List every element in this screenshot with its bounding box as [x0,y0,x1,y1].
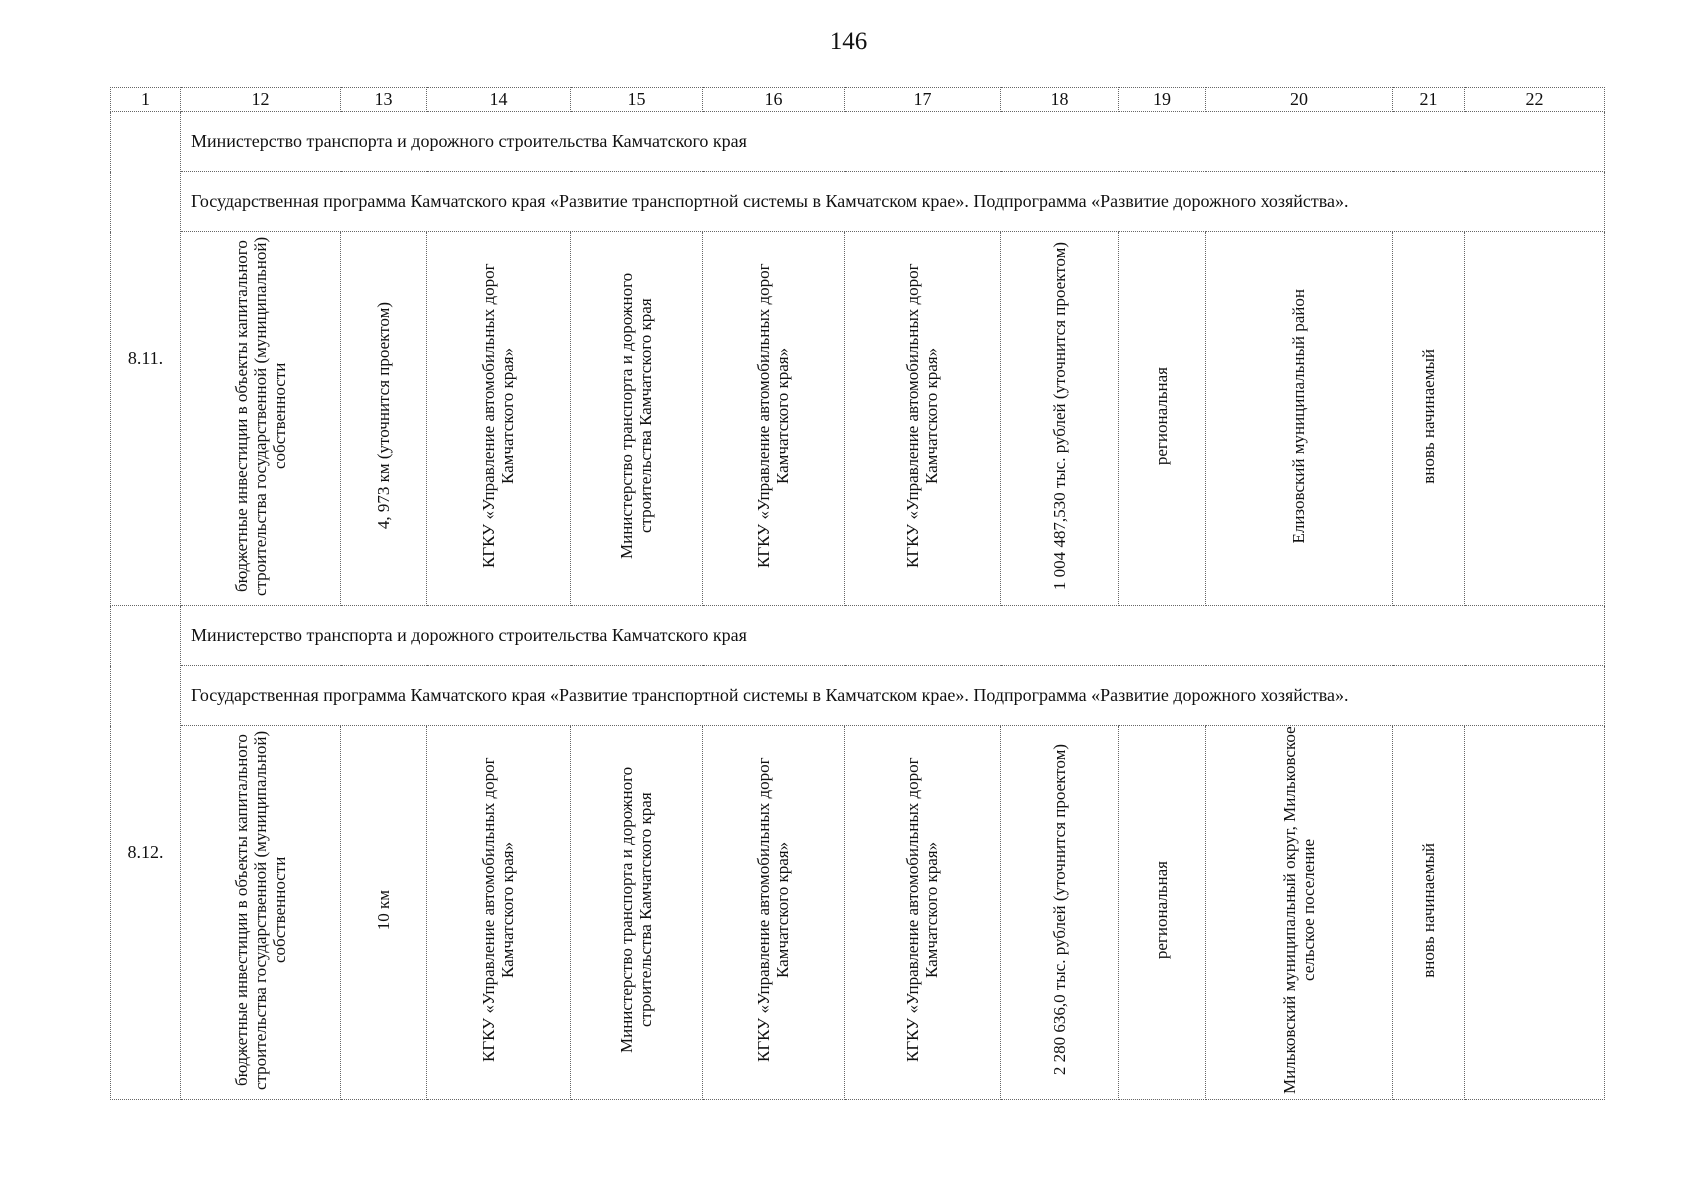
level-cell [1119,232,1206,606]
column-header: 12 [181,88,341,112]
table-row [111,666,1605,726]
authority-cell [571,232,703,606]
column-header: 22 [1465,88,1605,112]
customer-cell: Министерство транспорта и дорожного строительства Камчатского края [181,606,1605,666]
cell-text: КГКУ «Управление автомобильных дорог Камчатского края» [903,263,942,569]
table-row [111,726,1605,1100]
customer-cell: Министерство транспорта и дорожного строительства Камчатского края [181,112,1605,172]
cell-text: 1 004 487,530 тыс. рублей (уточнится проектом) [1049,241,1069,591]
table-row [111,172,1605,232]
location-cell [1206,726,1393,1100]
cell-text: КГКУ «Управление автомобильных дорог Камчатского края» [754,757,793,1063]
investment-type-cell [181,232,341,606]
cell-text: бюджетные инвестиции в объекты капитального строительства государственной (муниципальной) собственности [231,730,290,1090]
cell-text: КГКУ «Управление автомобильных дорог Камчатского края» [479,263,518,569]
developer-cell [427,726,571,1100]
column-header: 14 [427,88,571,112]
row-number: 8.12. [111,606,181,1100]
investment-type-cell [181,726,341,1100]
cell-text: Мильковский муниципальный округ, Мильковское сельское поселение [1279,726,1318,1094]
cell-text: вновь начинаемый [1418,842,1438,978]
notes-cell [1465,726,1605,1100]
cost-cell [1001,726,1119,1100]
authority-cell [571,726,703,1100]
column-header: 1 [111,88,181,112]
data-table [110,87,1605,1100]
notes-cell [1465,232,1605,606]
operator-cell [845,726,1001,1100]
page-number: 146 [829,28,868,55]
operator-cell [845,232,1001,606]
cell-text: 10 км [373,889,393,931]
cell-text: Министерство транспорта и дорожного строительства Камчатского края [617,272,656,560]
developer-cell [427,232,571,606]
status-cell [1393,232,1465,606]
cell-text: 4, 973 км (уточнится проектом) [373,302,393,530]
column-header-row [111,88,1605,112]
cost-cell [1001,232,1119,606]
location-cell [1206,232,1393,606]
column-header: 21 [1393,88,1465,112]
cell-text: региональная [1152,366,1172,466]
row-number: 8.11. [111,112,181,606]
program-cell: Государственная программа Камчатского края «Развитие транспортной системы в Камчатском крае». Подпрограмма «Развитие дорожного хозяйства». [181,172,1605,232]
program-cell: Государственная программа Камчатского края «Развитие транспортной системы в Камчатском крае». Подпрограмма «Развитие дорожного хозяйства». [181,666,1605,726]
cell-text: 2 280 636,0 тыс. рублей (уточнится проектом) [1049,744,1069,1076]
column-header: 15 [571,88,703,112]
capacity-cell [341,726,427,1100]
cell-text: региональная [1152,860,1172,960]
column-header: 17 [845,88,1001,112]
client-cell [703,232,845,606]
status-cell [1393,726,1465,1100]
column-header: 19 [1119,88,1206,112]
column-header: 13 [341,88,427,112]
cell-text: бюджетные инвестиции в объекты капитального строительства государственной (муниципальной) собственности [231,236,290,596]
cell-text: КГКУ «Управление автомобильных дорог Камчатского края» [479,757,518,1063]
cell-text: Министерство транспорта и дорожного строительства Камчатского края [617,766,656,1054]
cell-text: вновь начинаемый [1418,348,1438,484]
column-header: 20 [1206,88,1393,112]
client-cell [703,726,845,1100]
column-header: 18 [1001,88,1119,112]
column-header: 16 [703,88,845,112]
table-row [111,606,1605,666]
cell-text: КГКУ «Управление автомобильных дорог Камчатского края» [903,757,942,1063]
level-cell [1119,726,1206,1100]
capacity-cell [341,232,427,606]
table-row [111,232,1605,606]
cell-text: Елизовский муниципальный район [1289,288,1309,544]
table-row [111,112,1605,172]
cell-text: КГКУ «Управление автомобильных дорог Камчатского края» [754,263,793,569]
